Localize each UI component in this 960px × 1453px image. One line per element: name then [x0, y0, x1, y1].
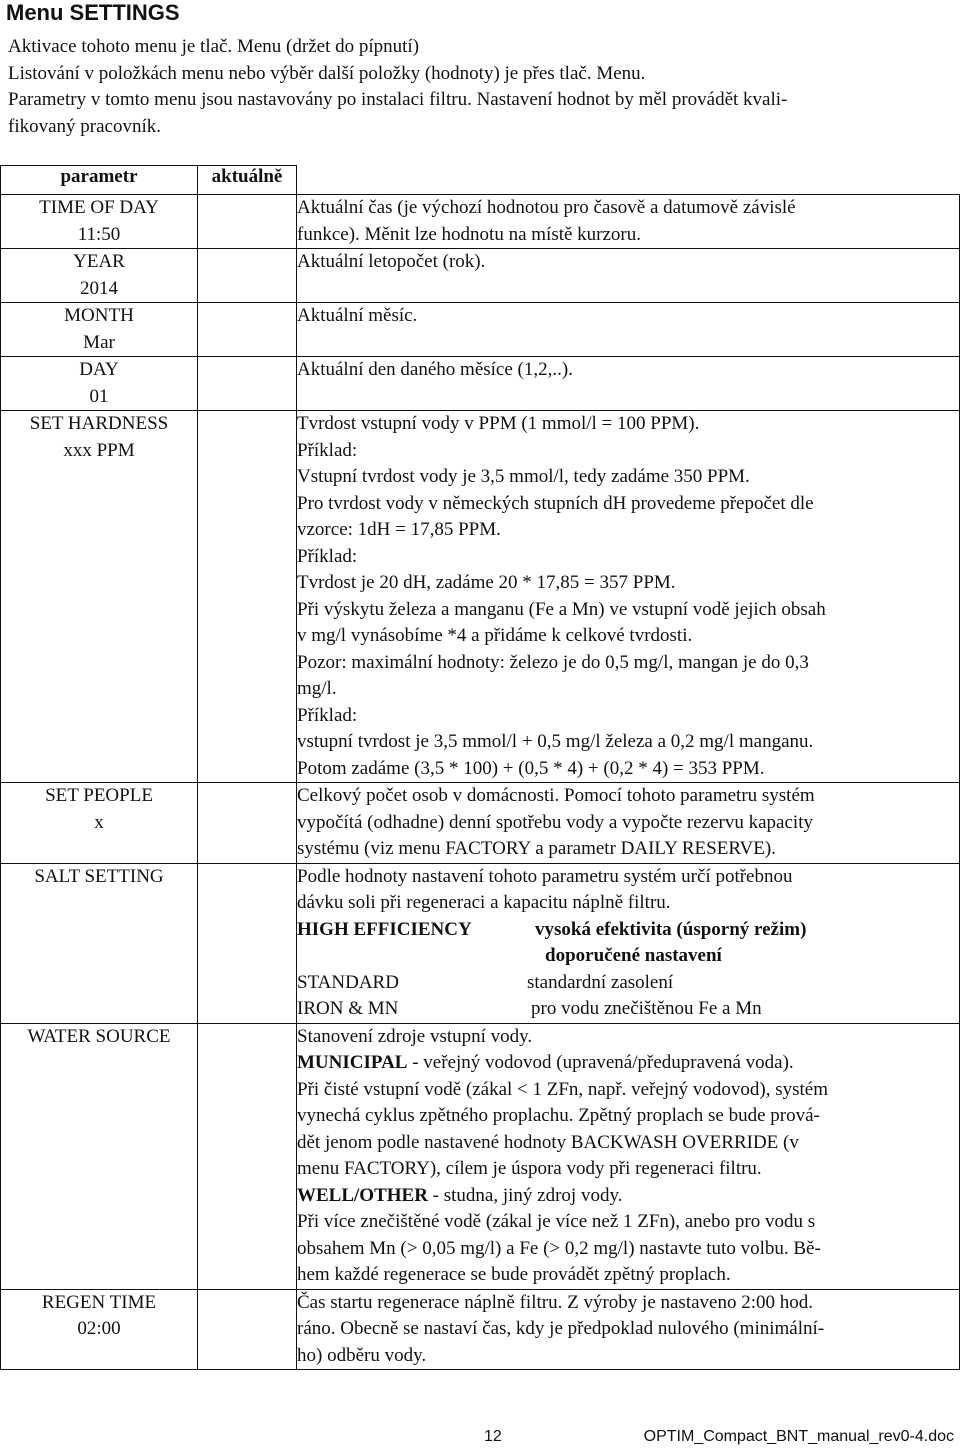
param-name: YEAR	[73, 251, 125, 272]
table-row	[1, 783, 960, 864]
option-note	[297, 943, 959, 970]
description-line: mg/l.	[297, 678, 337, 699]
intro-line: Aktivace tohoto menu je tlač. Menu (držet do pípnutí)	[8, 36, 420, 57]
page-number: 12	[484, 1428, 502, 1445]
param-name: SET PEOPLE	[45, 785, 153, 806]
description-line: systému (viz menu FACTORY a parametr DAILY RESERVE).	[297, 838, 776, 859]
description-line: dět jenom podle nastavené hodnoty BACKWASH OVERRIDE (v	[297, 1131, 799, 1153]
description-line: dávku soli při regeneraci a kapacitu náplně filtru.	[297, 892, 671, 913]
description-line: Pozor: maximální hodnoty: železo je do 0,5 mg/l, mangan je do 0,3	[297, 651, 809, 673]
description-cell	[297, 303, 960, 357]
param-name: TIME OF DAY	[39, 197, 159, 218]
option-standard	[297, 970, 959, 997]
current-value-cell	[198, 303, 297, 357]
recommended-note: doporučené nastavení	[545, 945, 722, 966]
description-cell	[297, 411, 960, 783]
description-line: Tvrdost vstupní vody v PPM (1 mmol/l = 100 PPM).	[297, 413, 700, 434]
intro-line: Listování v položkách menu nebo výběr další položky (hodnoty) je přes tlač. Menu.	[8, 62, 646, 84]
description-line: Při více znečištěné vodě (zákal je více než 1 ZFn), anebo pro vodu s	[297, 1211, 816, 1232]
description-line: Celkový počet osob v domácnosti. Pomocí tohoto parametru systém	[297, 785, 815, 806]
header-description	[297, 166, 960, 195]
option-label: MUNICIPAL	[297, 1052, 408, 1073]
option-high-efficiency	[297, 917, 959, 944]
description-line: ráno. Obecně se nastaví čas, kdy je předpoklad nulového (minimální-	[297, 1318, 825, 1339]
param-cell	[1, 1023, 198, 1289]
description-line: Příklad:	[297, 545, 358, 567]
param-value: 11:50	[77, 223, 121, 245]
description-line: Aktuální měsíc.	[297, 305, 418, 326]
param-cell	[1, 195, 198, 249]
page-title: Menu SETTINGS	[6, 0, 180, 25]
option-label: WELL/OTHER	[297, 1184, 428, 1206]
description-line: ho) odběru vody.	[297, 1344, 427, 1366]
description-line: Při čisté vstupní vodě (zákal < 1 ZFn, např. veřejný vodovod), systém	[297, 1078, 829, 1100]
current-value-cell	[198, 1289, 297, 1370]
description-line: obsahem Mn (> 0,05 mg/l) a Fe (> 0,2 mg/l) nastavte tuto volbu. Bě-	[297, 1237, 821, 1259]
current-value-cell	[198, 783, 297, 864]
settings-table	[0, 165, 960, 1370]
table-row	[1, 357, 960, 411]
description-line: funkce). Měnit lze hodnotu na místě kurzoru.	[297, 223, 642, 245]
description-line: Příklad:	[297, 439, 358, 461]
param-value: 01	[89, 385, 109, 407]
description-line: vynechá cyklus zpětného proplachu. Zpětný proplach se bude prová-	[297, 1105, 820, 1126]
header-current: aktuálně	[198, 166, 297, 195]
option-label: STANDARD	[297, 971, 399, 993]
description-line: menu FACTORY), cílem je úspora vody při regeneraci filtru.	[297, 1158, 762, 1179]
table-header-row	[1, 166, 960, 195]
param-value: xxx PPM	[63, 439, 135, 461]
param-name: DAY	[79, 359, 119, 380]
description-line: Stanovení zdroje vstupní vody.	[297, 1025, 533, 1047]
description-cell	[297, 195, 960, 249]
municipal-line	[297, 1050, 959, 1077]
description-line: Vstupní tvrdost vody je 3,5 mmol/l, tedy zadáme 350 PPM.	[297, 466, 750, 487]
description-line: Podle hodnoty nastavení tohoto parametru systém určí potřebnou	[297, 865, 793, 887]
current-value-cell	[198, 863, 297, 1023]
option-label: IRON & MN	[297, 998, 399, 1019]
param-cell	[1, 357, 198, 411]
param-cell	[1, 249, 198, 303]
param-name: SET HARDNESS	[29, 413, 169, 434]
param-name: REGEN TIME	[41, 1291, 157, 1313]
param-value: 02:00	[77, 1318, 121, 1339]
description-cell	[297, 863, 960, 1023]
option-description: - veřejný vodovod (upravená/předupravená voda).	[407, 1052, 794, 1073]
header-parameter: parametr	[1, 166, 198, 195]
description-line: vzorce: 1dH = 17,85 PPM.	[297, 519, 501, 540]
description-cell	[297, 357, 960, 411]
description-line: v mg/l vynásobíme *4 a přidáme k celkové tvrdosti.	[297, 625, 693, 646]
param-name: MONTH	[64, 305, 134, 326]
intro-line: Parametry v tomto menu jsou nastavovány po instalaci filtru. Nastavení hodnot by měl provádět kvali-	[8, 89, 788, 110]
table-row	[1, 195, 960, 249]
option-iron-mn	[297, 996, 959, 1023]
current-value-cell	[198, 1023, 297, 1289]
param-cell	[1, 863, 198, 1023]
table-row	[1, 863, 960, 1023]
description-line: Aktuální den daného měsíce (1,2,..).	[297, 359, 573, 380]
param-value: x	[94, 811, 104, 833]
description-line: vstupní tvrdost je 3,5 mmol/l + 0,5 mg/l železa a 0,2 mg/l manganu.	[297, 731, 814, 752]
param-cell	[1, 1289, 198, 1370]
table-row	[1, 1289, 960, 1370]
option-description: standardní zasolení	[527, 971, 674, 993]
description-cell	[297, 1289, 960, 1370]
param-value: 2014	[80, 277, 118, 299]
current-value-cell	[198, 357, 297, 411]
current-value-cell	[198, 249, 297, 303]
description-line: Pro tvrdost vody v německých stupních dH provedeme přepočet dle	[297, 492, 814, 514]
description-cell	[297, 783, 960, 864]
param-name: WATER SOURCE	[27, 1025, 171, 1047]
description-cell	[297, 1023, 960, 1289]
description-line: Aktuální letopočet (rok).	[297, 251, 486, 272]
option-description: - studna, jiný zdroj vody.	[427, 1184, 623, 1206]
param-cell	[1, 783, 198, 864]
current-value-cell	[198, 195, 297, 249]
description-cell	[297, 249, 960, 303]
param-cell	[1, 411, 198, 783]
table-row	[1, 1023, 960, 1289]
current-value-cell	[198, 411, 297, 783]
intro-paragraph	[8, 34, 953, 140]
description-line: Příklad:	[297, 704, 358, 726]
param-cell	[1, 303, 198, 357]
option-description: vysoká efektivita (úsporný režim)	[535, 918, 807, 940]
well-line	[297, 1183, 959, 1210]
description-line: hem každé regenerace se bude provádět zpětný proplach.	[297, 1264, 731, 1285]
description-line: Tvrdost je 20 dH, zadáme 20 * 17,85 = 357 PPM.	[297, 572, 676, 593]
option-description: pro vodu znečištěnou Fe a Mn	[531, 998, 762, 1019]
table-row	[1, 303, 960, 357]
description-line: vypočítá (odhadne) denní spotřebu vody a vypočte rezervu kapacity	[297, 811, 813, 833]
table-row	[1, 249, 960, 303]
document-filename: OPTIM_Compact_BNT_manual_rev0-4.doc	[643, 1428, 954, 1445]
table-row	[1, 411, 960, 783]
option-label: HIGH EFFICIENCY	[297, 918, 472, 940]
description-line: Při výskytu železa a manganu (Fe a Mn) ve vstupní vodě jejich obsah	[297, 598, 826, 620]
description-line: Potom zadáme (3,5 * 100) + (0,5 * 4) + (0,2 * 4) = 353 PPM.	[297, 757, 765, 779]
param-value: Mar	[83, 331, 115, 353]
intro-line: fikovaný pracovník.	[8, 115, 162, 137]
description-line: Aktuální čas (je výchozí hodnotou pro časově a datumově závislé	[297, 197, 796, 218]
description-line: Čas startu regenerace náplně filtru. Z výroby je nastaveno 2:00 hod.	[297, 1291, 813, 1313]
param-name: SALT SETTING	[34, 865, 164, 887]
